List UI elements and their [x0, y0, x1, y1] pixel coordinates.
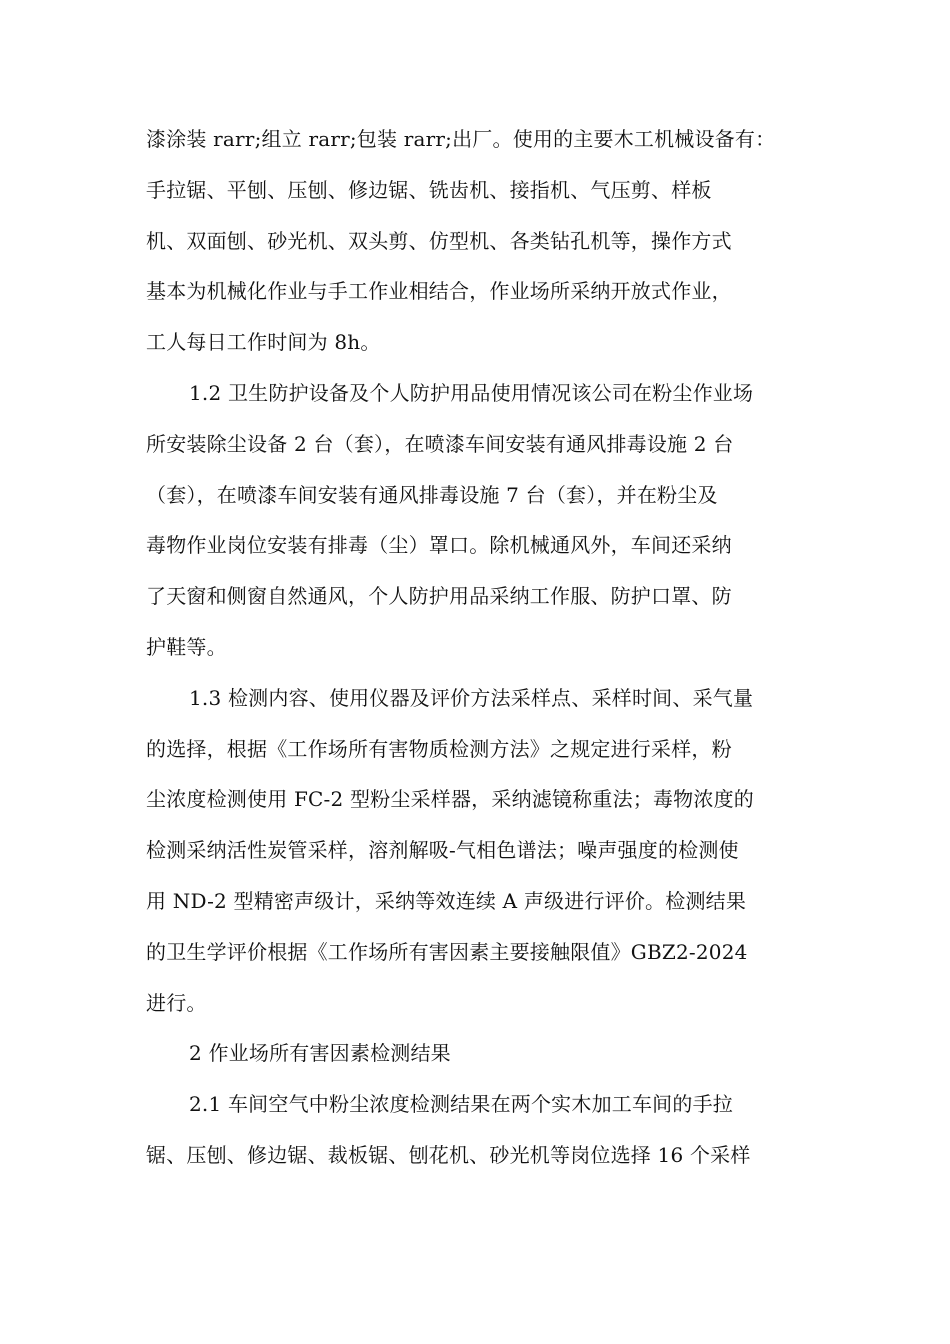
text-line: 手拉锯、平刨、压刨、修边锯、铣齿机、接指机、气压剪、样板 — [146, 177, 712, 202]
text-line: 检测采纳活性炭管采样，溶剂解吸-气相色谱法；噪声强度的检测使 — [146, 838, 739, 863]
text-line: 毒物作业岗位安装有排毒（尘）罩口。除机械通风外，车间还采纳 — [146, 533, 732, 558]
text-line: 工人每日工作时间为 8h。 — [146, 330, 381, 355]
section-1-2-first-line: 1.2 卫生防护设备及个人防护用品使用情况该公司在粉尘作业场 — [189, 380, 754, 405]
text-line: 基本为机械化作业与手工作业相结合，作业场所采纳开放式作业， — [146, 279, 732, 304]
text-line: 尘浓度检测使用 FC-2 型粉尘采样器，采纳滤镜称重法；毒物浓度的 — [146, 787, 754, 812]
text-line: 的卫生学评价根据《工作场所有害因素主要接触限值》GBZ2-2024 — [146, 939, 748, 964]
text-line: 的选择，根据《工作场所有害物质检测方法》之规定进行采样，粉 — [146, 736, 732, 761]
text-line: 进行。 — [146, 990, 207, 1015]
document-body — [146, 114, 806, 1181]
text-line: 锯、压刨、修边锯、裁板锯、刨花机、砂光机等岗位选择 16 个采样 — [146, 1142, 751, 1167]
text-line: 漆涂装 rarr;组立 rarr;包装 rarr;出厂。使用的主要木工机械设备有： — [146, 127, 776, 151]
section-1-3-first-line: 1.3 检测内容、使用仪器及评价方法采样点、采样时间、采气量 — [189, 685, 754, 710]
text-line: 护鞋等。 — [146, 634, 227, 659]
text-line: （套），在喷漆车间安装有通风排毒设施 7 台（套），并在粉尘及 — [146, 482, 718, 507]
text-line: 了天窗和侧窗自然通风，个人防护用品采纳工作服、防护口罩、防 — [146, 584, 732, 609]
section-2-heading: 2 作业场所有害因素检测结果 — [189, 1041, 451, 1066]
text-line: 用 ND-2 型精密声级计，采纳等效连续 A 声级进行评价。检测结果 — [146, 888, 747, 913]
text-line: 机、双面刨、砂光机、双头剪、仿型机、各类钻孔机等，操作方式 — [146, 228, 732, 253]
text-line: 所安装除尘设备 2 台（套），在喷漆车间安装有通风排毒设施 2 台 — [146, 431, 734, 456]
section-2-1-first-line: 2.1 车间空气中粉尘浓度检测结果在两个实木加工车间的手拉 — [189, 1092, 733, 1117]
